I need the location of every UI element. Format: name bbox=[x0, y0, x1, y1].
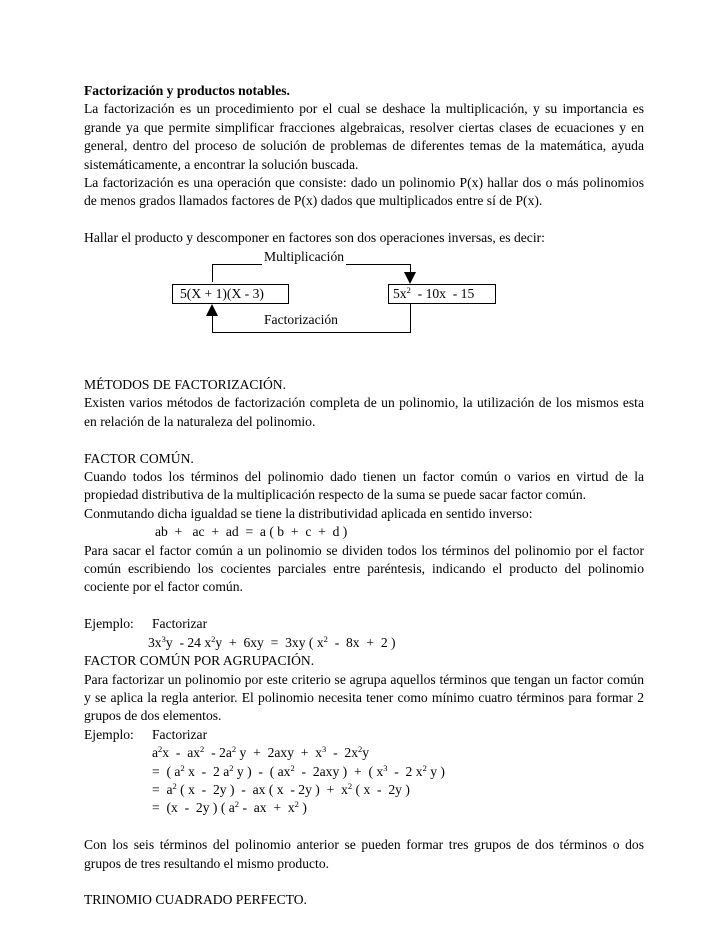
bottom-right-connector bbox=[410, 304, 411, 333]
top-right-connector bbox=[410, 264, 411, 272]
bottom-horizontal-line bbox=[212, 332, 411, 333]
factor-comun-paragraph-3: Para sacar el factor común a un polinomio se dividen todos los términos del polinomio por el factor común escribiendo los cocientes parciales entre paréntesis, indicando el producto del polinomio cociente por el factor común. bbox=[84, 542, 644, 595]
bottom-left-connector bbox=[212, 316, 213, 332]
agrupacion-paragraph: Para factorizar un polinomio por este criterio se agrupa aquellos términos que tengan un factor común y se aplica la regla anterior. El polinomio necesita tener como mínimo cuatro términos para formar 2 grupos de dos elementos. bbox=[84, 671, 644, 724]
metodos-heading: MÉTODOS DE FACTORIZACIÓN. bbox=[84, 377, 287, 393]
trinomio-heading: TRINOMIO CUADRADO PERFECTO. bbox=[84, 892, 307, 908]
factor-comun-paragraph-2: Conmutando dicha igualdad se tiene la distributividad aplicada en sentido inverso: bbox=[84, 505, 533, 521]
arrow-up-icon bbox=[206, 304, 218, 316]
document-title: Factorización y productos notables. bbox=[84, 83, 290, 98]
document-page bbox=[84, 82, 644, 910]
intro-paragraph-1: La factorización es un procedimiento por el cual se deshace la multiplicación, y su importancia es grande ya que permite simplificar fracciones algebraicas, resolver ciertas clases de ecuaciones y en general, dentro del proceso de solución de problemas de diferentes temas de la matemática, ayuda sistemáticamente, a encontrar la solución buscada. bbox=[84, 101, 644, 172]
factorization-label: Factorización bbox=[264, 311, 338, 327]
agrupacion-conclusion: Con los seis términos del polinomio anterior se pueden formar tres grupos de dos términos o dos grupos de tres resultando el mismo producto. bbox=[84, 837, 644, 871]
agrupacion-step-1: $a^2x - ax^2 - 2a^2$ $y + 2axy + x^3 - 2x^2y$ bbox=[152, 744, 370, 761]
agrupacion-step-4: = (x - 2y ) ( $a^2$ - ax + $x^2$ ) bbox=[152, 799, 307, 816]
factor-comun-paragraph-1: Cuando todos los términos del polinomio dado tienen un factor común o varios en virtud de la propiedad distributiva de la multiplicación respecto de la suma se puede sacar factor común. bbox=[84, 469, 644, 503]
arrow-down-icon bbox=[404, 272, 416, 284]
expanded-form-box: $5x^2 - 10x - 15$ bbox=[388, 284, 496, 304]
agrupacion-step-3: = $a^2$ ( x - 2y ) - ax ( x - 2y ) + $x^2$ ( x - 2y ) bbox=[152, 780, 410, 797]
top-left-connector bbox=[212, 264, 213, 282]
agrupacion-step-2: = ( $a^2$ x - 2 $a^2$ y ) - ( $ax^2 - 2axy$ ) + ( $x^3 - 2$ $x^2$ y ) bbox=[152, 762, 445, 779]
agrupacion-example-header: Ejemplo: Factorizar bbox=[84, 726, 208, 742]
factor-comun-example-expression: $3x^3y - 24$ $x^2y + 6xy = 3xy$ ( $x^2 - 8x + 2$ ) bbox=[148, 633, 396, 650]
factor-comun-example-header: Ejemplo: Factorizar bbox=[84, 616, 208, 632]
factor-comun-heading: FACTOR COMÚN. bbox=[84, 450, 194, 466]
multiplication-label: Multiplicación bbox=[262, 248, 346, 266]
metodos-paragraph: Existen varios métodos de factorización completa de un polinomio, la utilización de los mismos esta en relación de la naturaleza del polinomio. bbox=[84, 395, 644, 429]
multiplication-factorization-diagram bbox=[84, 248, 644, 358]
factored-form-box: 5(X + 1)(X - 3) bbox=[172, 284, 289, 304]
agrupacion-heading: FACTOR COMÚN POR AGRUPACIÓN. bbox=[84, 653, 315, 669]
distributive-formula: ab + ac + ad = a ( b + c + d ) bbox=[155, 524, 348, 540]
intro-paragraph-2: La factorización es una operación que consiste: dado un polinomio P(x) hallar dos o más polinomios de menos grados llamados factores de P(x) dados que multiplicados entre sí de P(x). bbox=[84, 175, 644, 209]
intro-paragraph-3: Hallar el producto y descomponer en factores son dos operaciones inversas, es decir: bbox=[84, 230, 545, 246]
